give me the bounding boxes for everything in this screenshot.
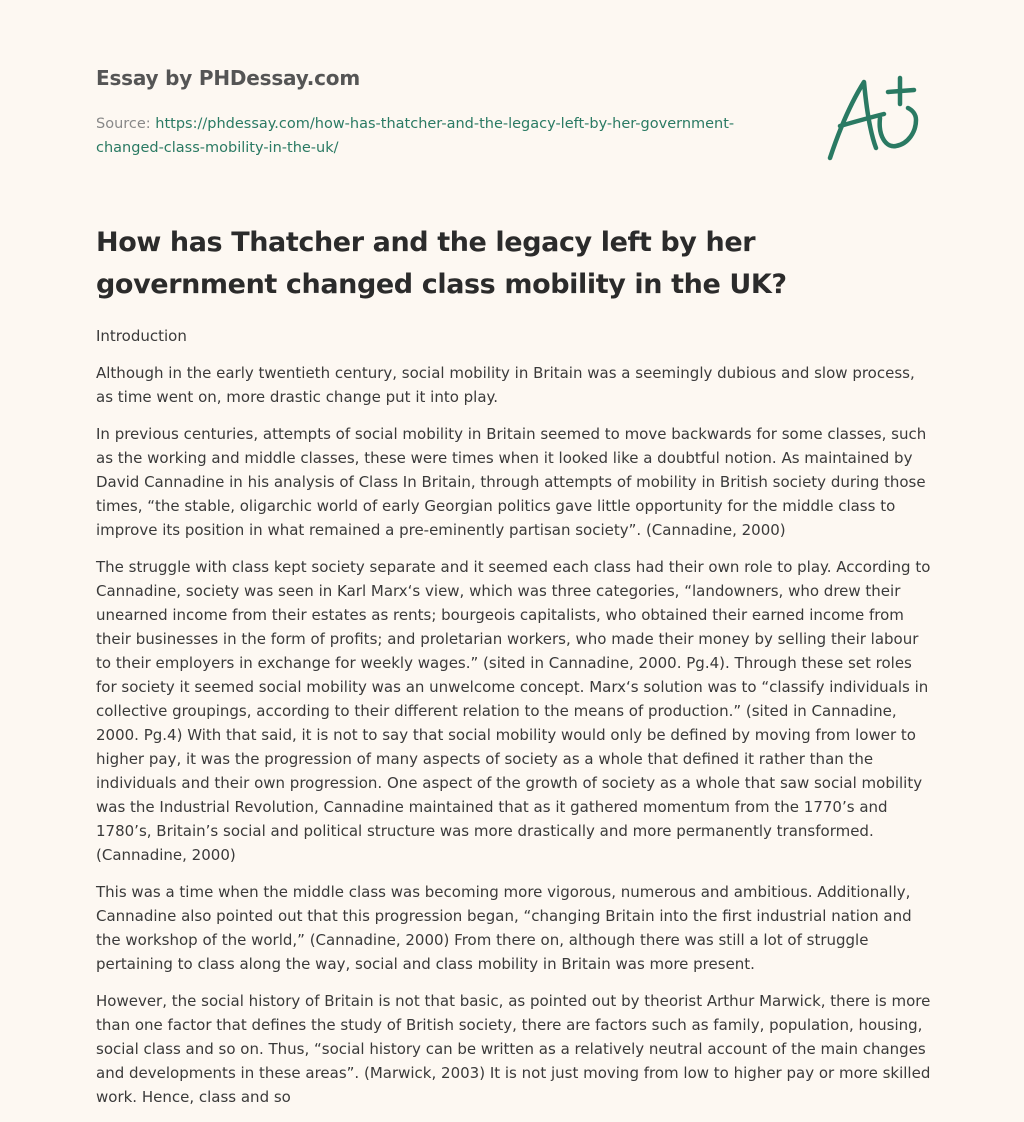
essay-paragraph: Introduction [96,327,187,345]
source-label: Source: [96,116,151,132]
essay-paragraph: The struggle with class kept society separate and it seemed each class had their own role to play. According to Cannadine, society was seen in Karl Marx‘s view, which was three categories, “landowners, who drew their unearned income from their estates as rents; bourgeois capitalists, who obtained their earned income from their businesses in the form of profits; and proletarian workers, who made their money by selling their labour to their employers in exchange for weekly wages.” (sited in Cannadine, 2000. Pg.4). Through these set roles for society it seemed social mobility was an unwelcome concept. Marx‘s solution was to “classify individuals in collective groupings, according to their different relation to the means of production.” (sited in Cannadine, 2000. Pg.4) With that said, it is not to say that social mobility would only be defined by moving from lower to higher pay, it was the progression of many aspects of society as a whole that defined it rather than the individuals and their own progression. One aspect of the growth of society as a whole that saw social mobility was the Industrial Revolution, Cannadine maintained that as it gathered momentum from the 1770’s and 1780’s, Britain’s social and political structure was more drastically and more permanently transformed. (Cannadine, 2000) [96,558,931,864]
source-line [96,112,736,160]
essay-paragraph: In previous centuries, attempts of social mobility in Britain seemed to move backwards for some classes, such as the working and middle classes, these were times when it looked like a doubtful notion. As maintained by David Cannadine in his analysis of Class In Britain, through attempts of mobility in British society during those times, “the stable, oligarchic world of early Georgian politics gave little opportunity for the middle class to improve its position in what remained a pre-eminently partisan society”. (Cannadine, 2000) [96,425,927,539]
site-brand: Essay by PHDessay.com [96,66,360,90]
source-link[interactable]: https://phdessay.com/how-has-thatcher-and-the-legacy-left-by-her-government-changed-class-mobility-in-the-uk/ [96,116,735,156]
essay-paragraph: This was a time when the middle class was becoming more vigorous, numerous and ambitious. Additionally, Cannadine also pointed out that this progression began, “changing Britain into the first industrial nation and the workshop of the world,” (Cannadine, 2000) From there on, although there was still a lot of struggle pertaining to class along the way, social and class mobility in Britain was more present. [96,883,912,973]
a-plus-grade-icon [820,64,930,164]
essay-paragraph: Although in the early twentieth century, social mobility in Britain was a seemingly dubious and slow process, as time went on, more drastic change put it into play. [96,364,915,406]
essay-title: How has Thatcher and the legacy left by her government changed class mobility in the UK? [96,227,787,300]
essay-paragraph: However, the social history of Britain is not that basic, as pointed out by theorist Arthur Marwick, there is more than one factor that defines the study of British society, there are factors such as family, population, housing, social class and so on. Thus, “social history can be written as a relatively neutral account of the main changes and developments in these areas”. (Marwick, 2003) It is not just moving from low to higher pay or more skilled work. Hence, class and so [96,992,931,1106]
essay-body [96,324,932,1122]
